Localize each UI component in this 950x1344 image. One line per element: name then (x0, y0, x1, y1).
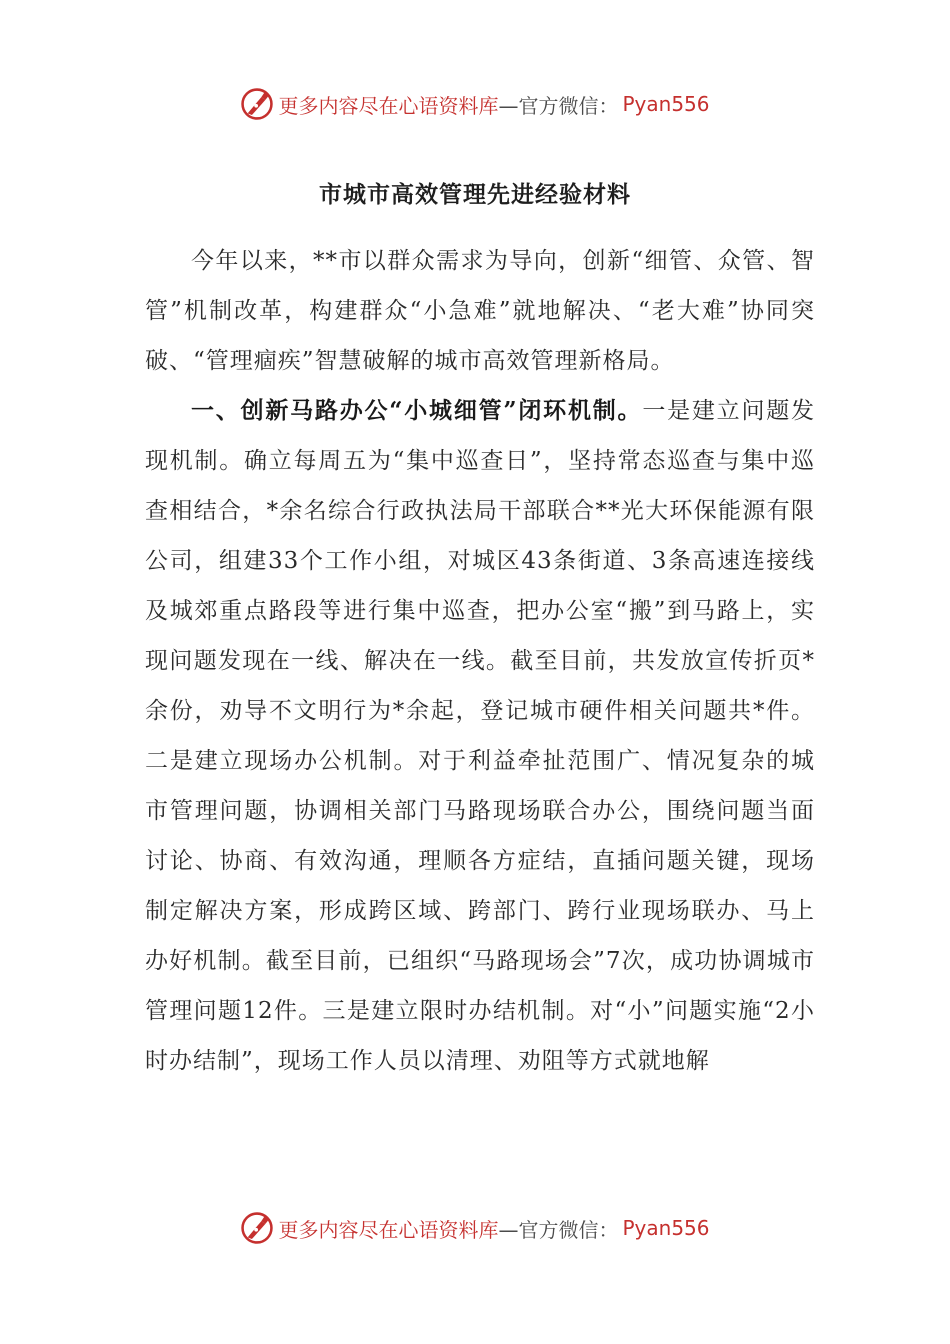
watermark-main-text: 更多内容尽在心语资料库 (278, 93, 499, 118)
watermark-handle: Pyan556 (622, 1216, 710, 1240)
intro-paragraph: 今年以来，**市以群众需求为导向，创新“细管、众管、智管”机制改革，构建群众“小急难”就地解决、“老大难”协同突破、“管理痼疾”智慧破解的城市高效管理新格局。 (145, 248, 815, 374)
section-1-body: 一是建立问题发现机制。确立每周五为“集中巡查日”，坚持常态巡查与集中巡查相结合，*余名综合行政执法局干部联合**光大环保能源有限公司，组建33个工作小组，对城区43条街道、3条高速连接线及城郊重点路段等进行集中巡查，把办公室“搬”到马路上，实现问题发现在一线、解决在一线。截至目前，共发放宣传折页*余份，劝导不文明行为*余起，登记城市硬件相关问题共*件。二是建立现场办公机制。对于利益牵扯范围广、情况复杂的城市管理问题，协调相关部门马路现场联合办公，围绕问题当面讨论、协商、有效沟通，理顺各方症结，直插问题关键，现场制定解决方案，形成跨区域、跨部门、跨行业现场联办、马上办好机制。截至目前，已组织“马路现场会”7次，成功协调城市管理问题12件。三是建立限时办结机制。对“小”问题实施“2小时办结制”，现场工作人员以清理、劝阻等方式就地解 (145, 398, 815, 1074)
section-1-heading: 一、创新马路办公“小城细管”闭环机制。 (191, 397, 643, 424)
section-1-paragraph (145, 386, 815, 1086)
header-watermark (0, 84, 950, 124)
pen-nib-seal-icon (240, 87, 274, 121)
watermark-sub-text: —官方微信： (498, 93, 619, 118)
watermark-handle: Pyan556 (622, 92, 710, 116)
footer-watermark (0, 1208, 950, 1248)
document-title: 市城市高效管理先进经验材料 (319, 181, 631, 208)
document-body (145, 236, 815, 1086)
watermark-sub-text: —官方微信： (498, 1217, 619, 1242)
pen-nib-seal-icon (240, 1211, 274, 1245)
watermark-main-text: 更多内容尽在心语资料库 (278, 1217, 499, 1242)
